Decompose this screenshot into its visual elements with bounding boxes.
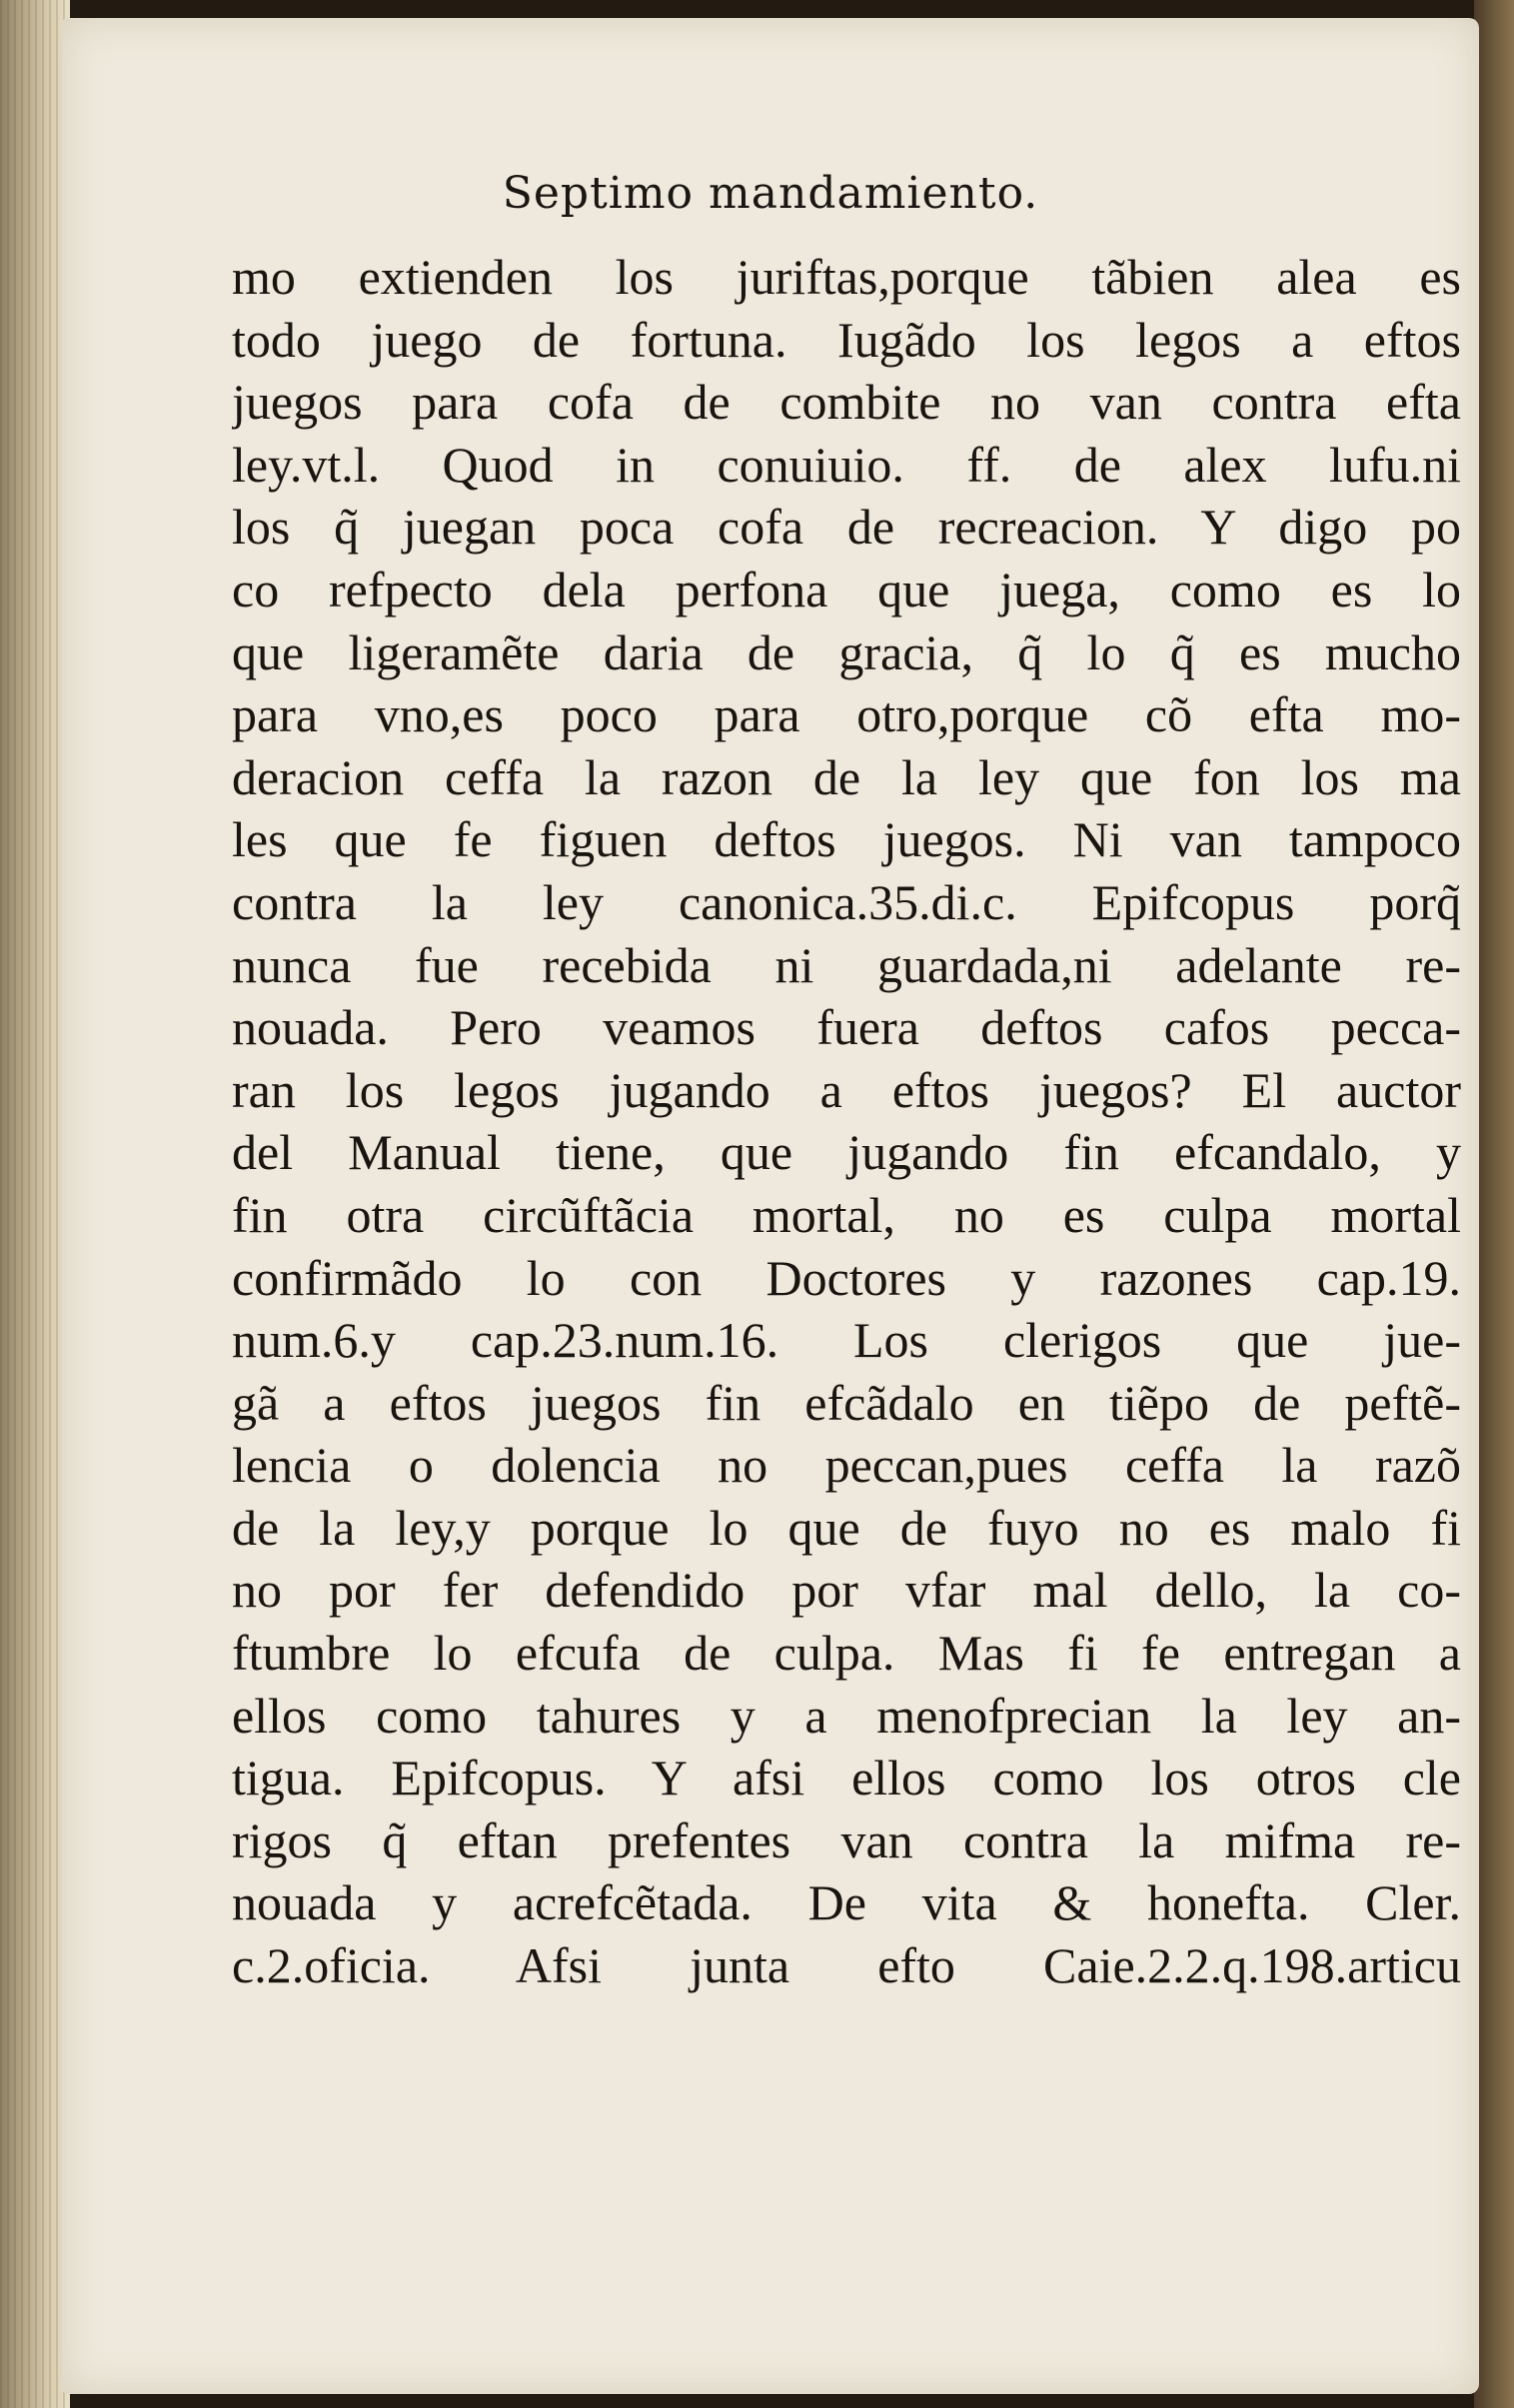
text-line: les que fe figuen deftos juegos. Ni van tampoco	[232, 811, 1461, 868]
binding-edge	[1474, 0, 1514, 2408]
body-text	[232, 246, 1461, 1997]
text-line: los q̃ juegan poca cofa de recreacion. Y digo po	[232, 499, 1461, 556]
text-line: co refpecto dela perfona que juega, como es lo	[232, 561, 1461, 617]
text-line: todo juego de fortuna. Iugãdo los legos a eftos	[232, 311, 1461, 368]
text-line: tigua. Epifcopus. Y afsi ellos como los otros cle	[232, 1750, 1461, 1806]
text-line: c.2.oficia. Afsi junta efto Caie.2.2.q.198.articu	[232, 1937, 1461, 1994]
text-line: para vno,es poco para otro,porque cõ efta mo-	[232, 686, 1461, 743]
text-line: ftumbre lo efcufa de culpa. Mas fi fe entregan a	[232, 1625, 1461, 1682]
text-line: lencia o dolencia no peccan,pues ceffa la razõ	[232, 1437, 1461, 1494]
page-stack-edge	[0, 0, 70, 2408]
text-line: ran los legos jugando a eftos juegos? El auctor	[232, 1061, 1461, 1118]
text-line: gã a eftos juegos fin efcãdalo en tiẽpo de peftẽ-	[232, 1374, 1461, 1431]
running-title: Septimo mandamiento.	[502, 168, 1039, 219]
text-line: nouada y acrefcẽtada. De vita & honefta. Cler.	[232, 1874, 1461, 1931]
text-line: mo extienden los juriftas,porque tãbien alea es	[232, 249, 1461, 305]
text-line: que ligeramẽte daria de gracia, q̃ lo q̃ es mucho	[232, 623, 1461, 680]
text-line: juegos para cofa de combite no van contra efta	[232, 374, 1461, 431]
text-line: rigos q̃ eftan prefentes van contra la mifma re-	[232, 1811, 1461, 1868]
text-line: de la ley,y porque lo que de fuyo no es malo fi	[232, 1499, 1461, 1556]
text-line: del Manual tiene, que jugando fin efcandalo, y	[232, 1124, 1461, 1181]
text-line: ellos como tahures y a menofprecian la ley an-	[232, 1687, 1461, 1744]
text-line: deracion ceffa la razon de la ley que fon los ma	[232, 748, 1461, 805]
text-line: nunca fue recebida ni guardada,ni adelante re-	[232, 936, 1461, 993]
text-line: contra la ley canonica.35.di.c. Epifcopus porq̃	[232, 873, 1461, 930]
text-line: confirmãdo lo con Doctores y razones cap.19.	[232, 1249, 1461, 1306]
text-line: nouada. Pero veamos fuera deftos cafos pecca-	[232, 999, 1461, 1056]
text-line: ley.vt.l. Quod in conuiuio. ff. de alex lufu.ni	[232, 436, 1461, 493]
text-line: fin otra circũftãcia mortal, no es culpa mortal	[232, 1186, 1461, 1243]
text-line: num.6.y cap.23.num.16. Los clerigos que jue-	[232, 1312, 1461, 1369]
page-leaf	[62, 18, 1479, 2394]
text-line: no por fer defendido por vfar mal dello, la co-	[232, 1562, 1461, 1619]
